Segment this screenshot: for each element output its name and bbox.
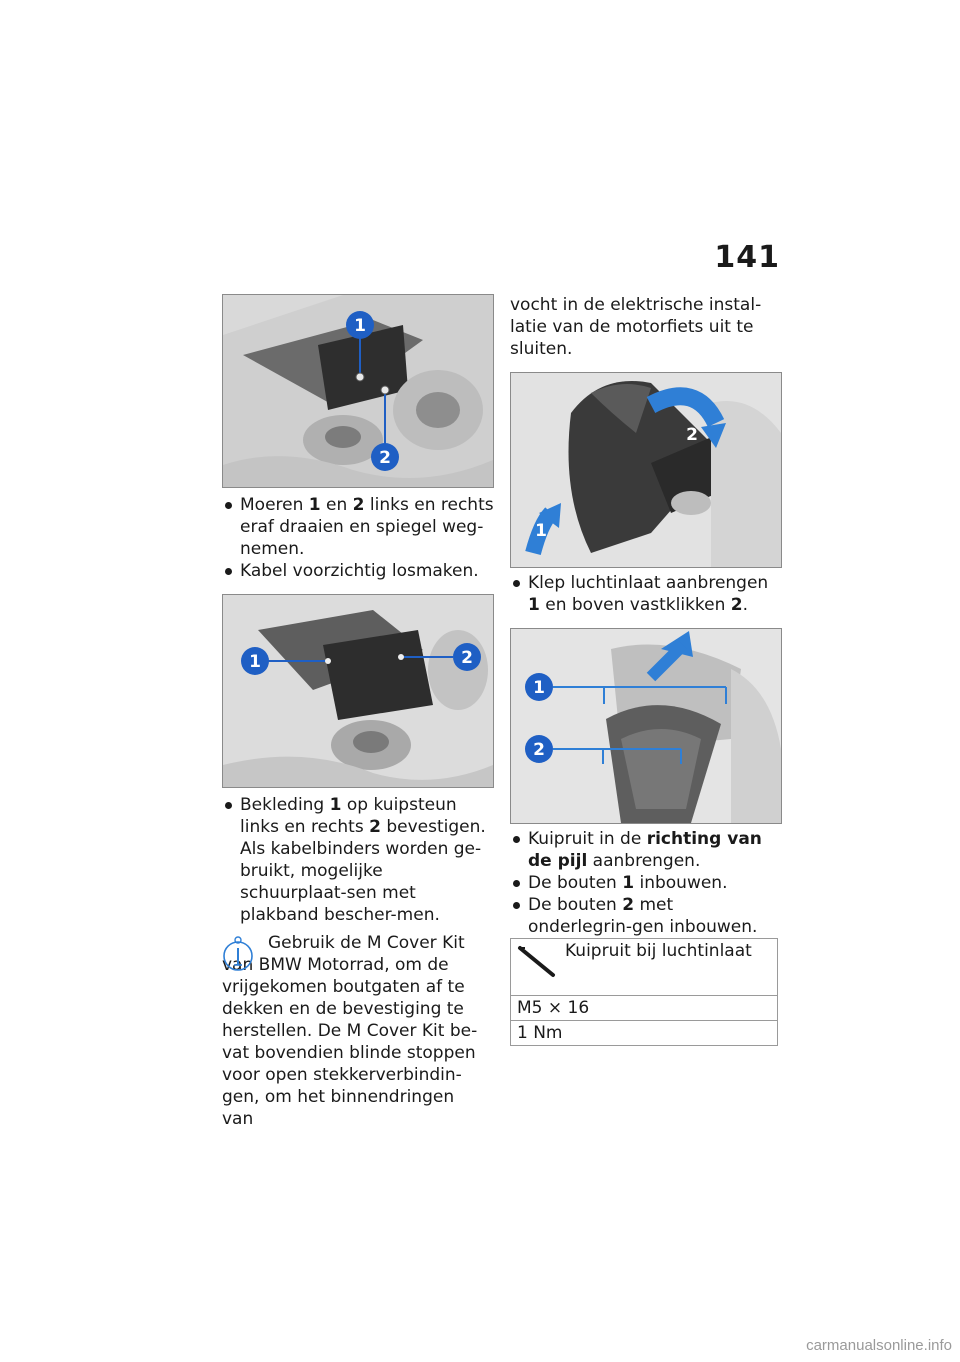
spec-header-cell: [511, 939, 778, 996]
svg-text:1: 1: [249, 652, 261, 672]
callout-1: [525, 673, 553, 701]
callout-1: [346, 311, 374, 339]
svg-text:1: 1: [535, 521, 547, 541]
list-item: Moeren 1 en 2 links en rechts eraf draaien en spiegel weg-nemen.: [222, 494, 494, 560]
torque-spec-table: [510, 938, 778, 1046]
svg-text:2: 2: [533, 740, 545, 760]
watermark: carmanualsonline.info: [806, 1337, 952, 1354]
callout-1: [241, 647, 269, 675]
figure-air-intake-flap: [510, 372, 782, 568]
list-item: De bouten 1 inbouwen.: [510, 872, 780, 894]
svg-text:1: 1: [533, 678, 545, 698]
bullet-list-flap: [510, 572, 780, 616]
spec-title: Kuipruit bij luchtinlaat: [565, 941, 752, 961]
list-item: De bouten 2 met onderlegrin-gen inbouwen.: [510, 894, 780, 938]
list-item: Klep luchtinlaat aanbrengen 1 en boven vastklikken 2.: [510, 572, 780, 616]
callout-2: [371, 443, 399, 471]
svg-text:2: 2: [461, 648, 473, 668]
callout-2: [453, 643, 481, 671]
svg-text:1: 1: [354, 316, 366, 336]
info-icon: [222, 934, 256, 974]
list-item: Bekleding 1 op kuipsteun links en rechts 2 bevestigen. Als kabelbinders worden ge-bruikt, mogelijke schuurplaat-sen met plakband bescher-men.: [222, 794, 494, 926]
page-number: 141: [714, 240, 780, 275]
list-item: Kuipruit in de richting van de pijl aanbrengen.: [510, 828, 780, 872]
info-note: Gebruik de M Cover Kit van BMW Motorrad, om de vrijgekomen boutgaten af te dekken en de bevestiging te herstellen. De M Cover Kit be-vat bovendien blinde stoppen voor open stekkerverbindin-gen, om het binnendringen van: [222, 933, 478, 1129]
figure-windshield: [510, 628, 782, 824]
svg-text:2: 2: [379, 448, 391, 468]
bullet-list-cover: [222, 794, 494, 926]
figure-mirror-nuts: [222, 294, 494, 488]
bullet-list-windshield: [510, 828, 780, 938]
spec-size: M5 × 16: [511, 996, 778, 1021]
figure-cover-mount: [222, 594, 494, 788]
bullet-list-remove-mirror: [222, 494, 494, 582]
list-item: Kabel voorzichtig losmaken.: [222, 560, 494, 582]
spec-torque: 1 Nm: [511, 1021, 778, 1046]
svg-text:2: 2: [686, 425, 698, 445]
torque-wrench-icon: [517, 945, 559, 981]
continuation-text: vocht in de elektrische instal-latie van de motorfiets uit te sluiten.: [510, 295, 762, 359]
callout-2: [525, 735, 553, 763]
